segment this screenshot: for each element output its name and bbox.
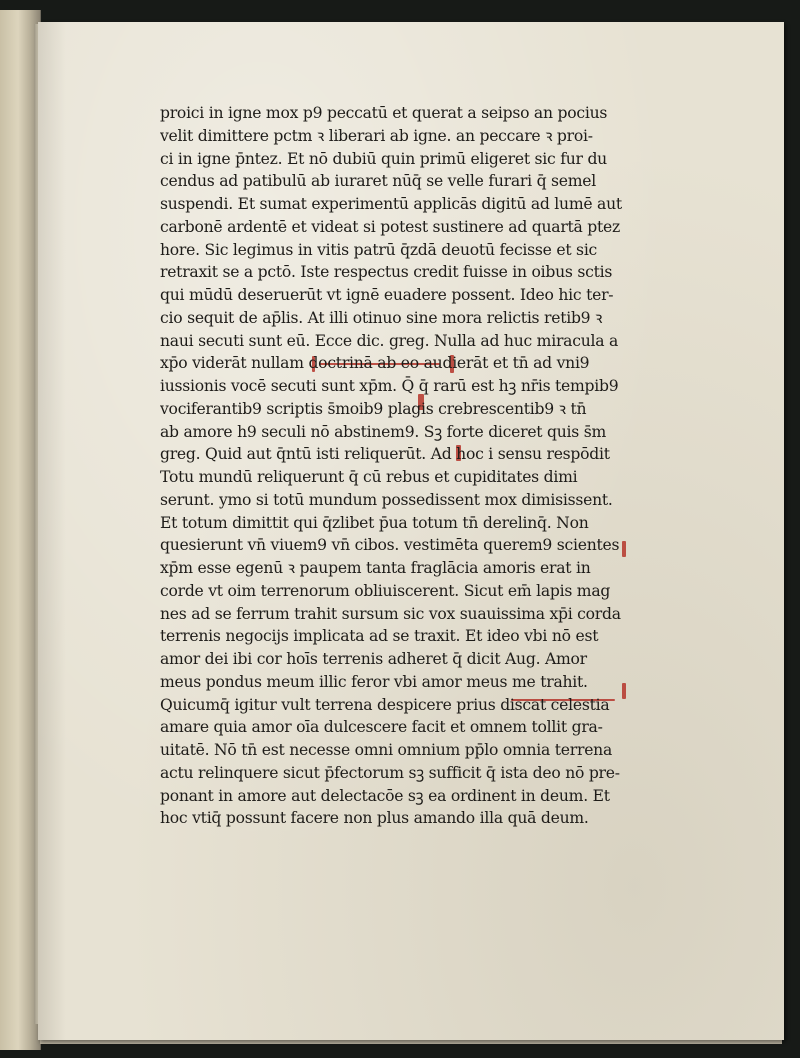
text-line: velit dimittere pctm ꝛ liberari ab igne. an peccare ꝛ proi- bbox=[160, 126, 593, 145]
text-line: Quicumq̄ igitur vult terrena despicere prius discat celestia bbox=[160, 695, 610, 714]
text-line: greg. Quid aut q̄ntū isti reliquerūt. Ad hoc i sensu respōdit bbox=[160, 445, 610, 464]
text-line: amor dei ibi cor hoīs terrenis adheret q̄ dicit Aug. Amor bbox=[160, 650, 587, 668]
text-line: Et totum dimittit qui q̄zlibet p̄ua totum tn̄ derelinq̄. Non bbox=[160, 513, 589, 532]
text-line: proici in igne mox p9 peccatū et querat a seipso an pocius bbox=[160, 104, 608, 122]
text-line: actu relinquere sicut p̄fectorum sꝫ sufficit q̄ ista deo nō pre- bbox=[160, 763, 620, 782]
text-line: quesierunt vn̄ viuem9 vn̄ cibos. vestimēta querem9 scientes bbox=[160, 536, 620, 555]
text-line: cendus ad patibulū ab iuraret nūq̄ se velle furari q̄ semel bbox=[160, 172, 596, 191]
text-line: cio sequit de ap̄lis. At illi otinuo sine mora relictis retib9 ꝛ bbox=[160, 308, 603, 327]
text-line: ab amore h9 seculi nō abstinem9. Sꝫ forte diceret quis s̄m bbox=[160, 422, 607, 441]
text-line: qui mūdū deseruerūt vt ignē euadere possent. Ideo hic ter- bbox=[160, 286, 614, 304]
text-line: vociferantib9 scriptis s̄moib9 plagis crebrescentib9 ꝛ tn̄ bbox=[160, 399, 587, 418]
text-line: retraxit se a pctō. Iste respectus credit fuisse in oibus sctis bbox=[160, 263, 613, 282]
text-line: ponant in amore aut delectacōe sꝫ ea ordinent in deum. Et bbox=[160, 786, 610, 805]
text-line: terrenis negocijs implicata ad se traxit. Et ideo vbi nō est bbox=[160, 627, 599, 646]
text-line: xp̄m esse egenū ꝛ paupem tanta fraglācia amoris erat in bbox=[160, 559, 591, 577]
text-line: corde vt oim terrenorum obliuiscerent. Sicut em̄ lapis mag bbox=[160, 581, 611, 600]
text-line: iussionis vocē secuti sunt xp̄m. Q̄ q̄ rarū est hꝫ nr̄is tempib9 bbox=[160, 377, 619, 395]
text-line: xp̄o viderāt nullam doctrinā ab eo audierāt et tn̄ ad vni9 bbox=[160, 354, 590, 373]
body-text bbox=[160, 102, 664, 882]
text-line: carbonē ardentē et videat si potest sustinere ad quartā ptez bbox=[160, 217, 620, 236]
text-line: naui secuti sunt eū. Ecce dic. greg. Nulla ad huc miracula a bbox=[160, 331, 619, 350]
text-line: suspendi. Et sumat experimentū applicās digitū ad lumē aut bbox=[160, 195, 622, 213]
text-line: ci in igne p̄ntez. Et nō dubiū quin primū eligeret sic fur du bbox=[160, 149, 607, 168]
text-line: meus pondus meum illic feror vbi amor meus me trahit. bbox=[160, 672, 588, 691]
text-line: Totu mundū reliquerunt q̄ cū rebus et cupiditates dimi bbox=[160, 468, 578, 486]
text-line: serunt. ymo si totū mundum possedissent mox dimisissent. bbox=[160, 490, 613, 509]
text-line: hore. Sic legimus in vitis patrū q̄zdā deuotū fecisse et sic bbox=[160, 240, 598, 259]
text-line: uitatē. Nō tn̄ est necesse omni omnium pp̄lo omnia terrena bbox=[160, 741, 613, 759]
text-line: hoc vtiq̄ possunt facere non plus amando illa quā deum. bbox=[160, 809, 589, 828]
text-line: amare quia amor oīa dulcescere facit et omnem tollit gra- bbox=[160, 718, 603, 737]
text-line: nes ad se ferrum trahit sursum sic vox suauissima xp̄i corda bbox=[160, 604, 621, 623]
